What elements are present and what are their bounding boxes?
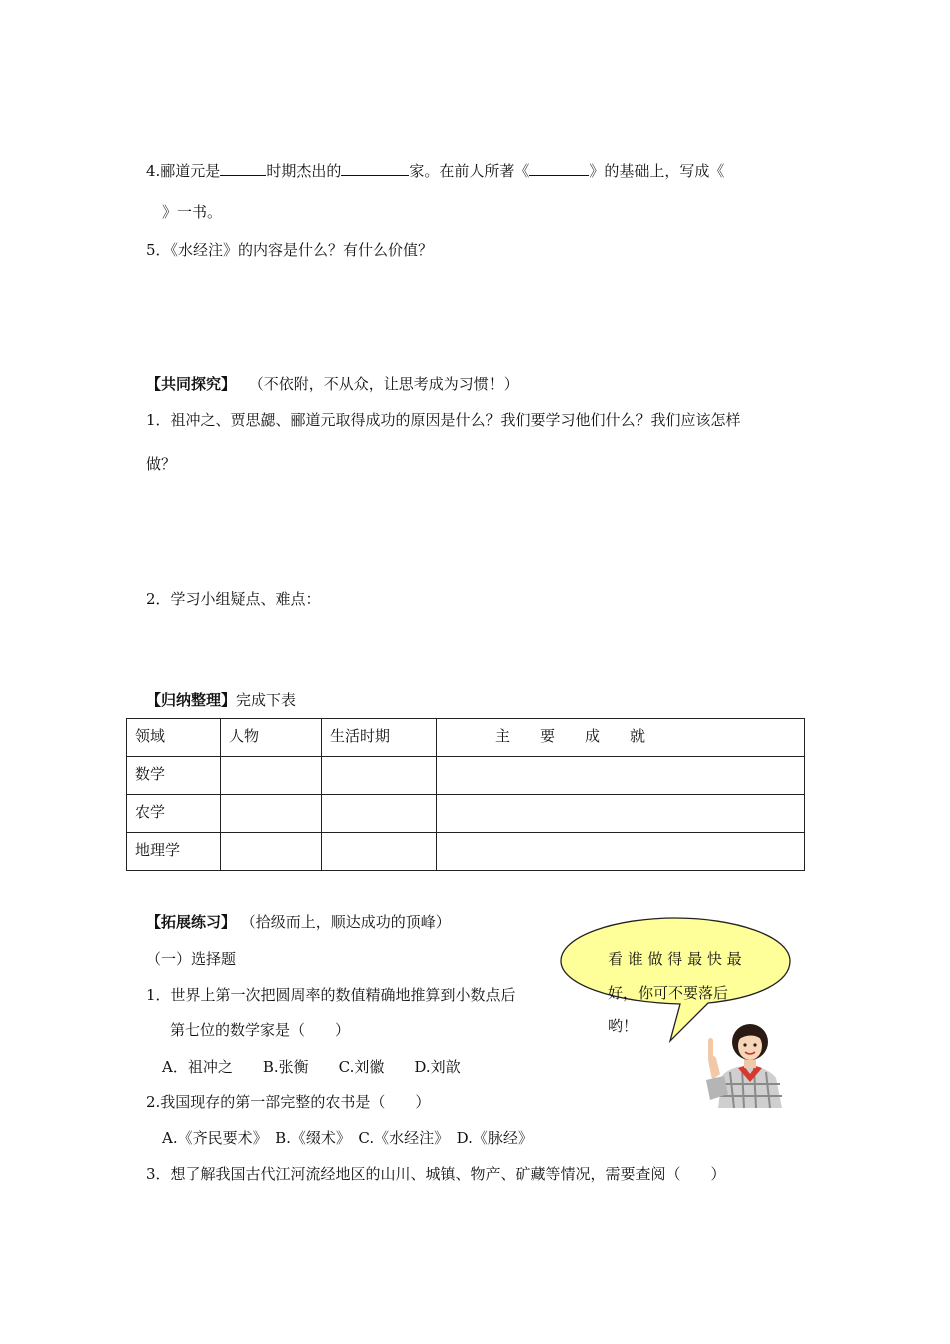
practice-question-1-options: A．祖冲之 B.张衡 C.刘徽 D.刘歆 (162, 1058, 461, 1076)
table-cell[interactable] (322, 757, 437, 795)
question-4 (146, 160, 724, 181)
q4-part3: 家。在前人所著《 (409, 162, 530, 180)
table-cell[interactable] (221, 795, 322, 833)
bubble-text-line-1: 看 谁 做 得 最 快 最 (608, 950, 742, 968)
summary-heading: 【归纳整理】 (146, 691, 237, 709)
bubble-text-line-2: 好，你可不要落后 (608, 984, 729, 1002)
answer-blank[interactable] (220, 161, 266, 176)
table-row (127, 757, 805, 795)
practice-question-1-continued: 第七位的数学家是（ ） (170, 1021, 351, 1039)
table-cell[interactable] (437, 757, 805, 795)
table-header-cell: 人物 (221, 719, 322, 757)
table-cell[interactable] (221, 757, 322, 795)
table-cell[interactable] (322, 833, 437, 871)
table-cell[interactable] (221, 833, 322, 871)
answer-blank[interactable] (529, 161, 589, 176)
table-row (127, 795, 805, 833)
bubble-text-line-3: 哟！ (608, 1017, 639, 1035)
table-cell[interactable] (437, 833, 805, 871)
q4-part4: 》的基础上，写成《 (589, 162, 725, 180)
practice-question-3: 3．想了解我国古代江河流经地区的山川、城镇、物产、矿藏等情况，需要查阅（ ） (146, 1165, 726, 1183)
table-header-cell: 领域 (127, 719, 221, 757)
summary-section-title (146, 689, 296, 710)
explore-note: （不依附，不从众，让思考成为习惯！） (248, 375, 519, 393)
q4-part2: 时期杰出的 (266, 162, 342, 180)
table-header-cell: 生活时期 (322, 719, 437, 757)
row-label: 农学 (127, 795, 221, 833)
summary-note: 完成下表 (236, 691, 297, 709)
practice-heading: 【拓展练习】 (146, 913, 237, 931)
practice-section-label: （一）选择题 (146, 950, 237, 968)
answer-blank[interactable] (341, 161, 409, 176)
girl-pointing-illustration (700, 1020, 790, 1108)
summary-table (126, 718, 805, 871)
table-cell[interactable] (322, 795, 437, 833)
practice-question-2: 2.我国现存的第一部完整的农书是（ ） (146, 1093, 431, 1111)
practice-question-2-options: A.《齐民要术》 B.《缀术》 C.《水经注》 D.《脉经》 (162, 1129, 533, 1147)
explore-question-1: 1．祖冲之、贾思勰、郦道元取得成功的原因是什么？我们要学习他们什么？我们应该怎样 (146, 411, 741, 429)
practice-note: （拾级而上，顺达成功的顶峰） (240, 913, 451, 931)
row-label: 地理学 (127, 833, 221, 871)
question-4-continued (162, 201, 222, 222)
table-row (127, 833, 805, 871)
table-cell[interactable] (437, 795, 805, 833)
table-header-cell: 主 要 成 就 (437, 719, 805, 757)
explore-question-2: 2．学习小组疑点、难点： (146, 590, 321, 608)
explore-question-1-continued: 做？ (146, 455, 177, 473)
question-5: 5．《水经注》的内容是什么？有什么价值？ (146, 241, 434, 259)
q4-part1: 4.郦道元是 (146, 162, 221, 180)
table-header-row (127, 719, 805, 757)
practice-section-title (146, 911, 451, 932)
explore-section-title (146, 373, 519, 394)
q4-part5: 》一书。 (162, 203, 223, 221)
practice-question-1: 1．世界上第一次把圆周率的数值精确地推算到小数点后 (146, 986, 516, 1004)
row-label: 数学 (127, 757, 221, 795)
explore-heading: 【共同探究】 (146, 375, 237, 393)
